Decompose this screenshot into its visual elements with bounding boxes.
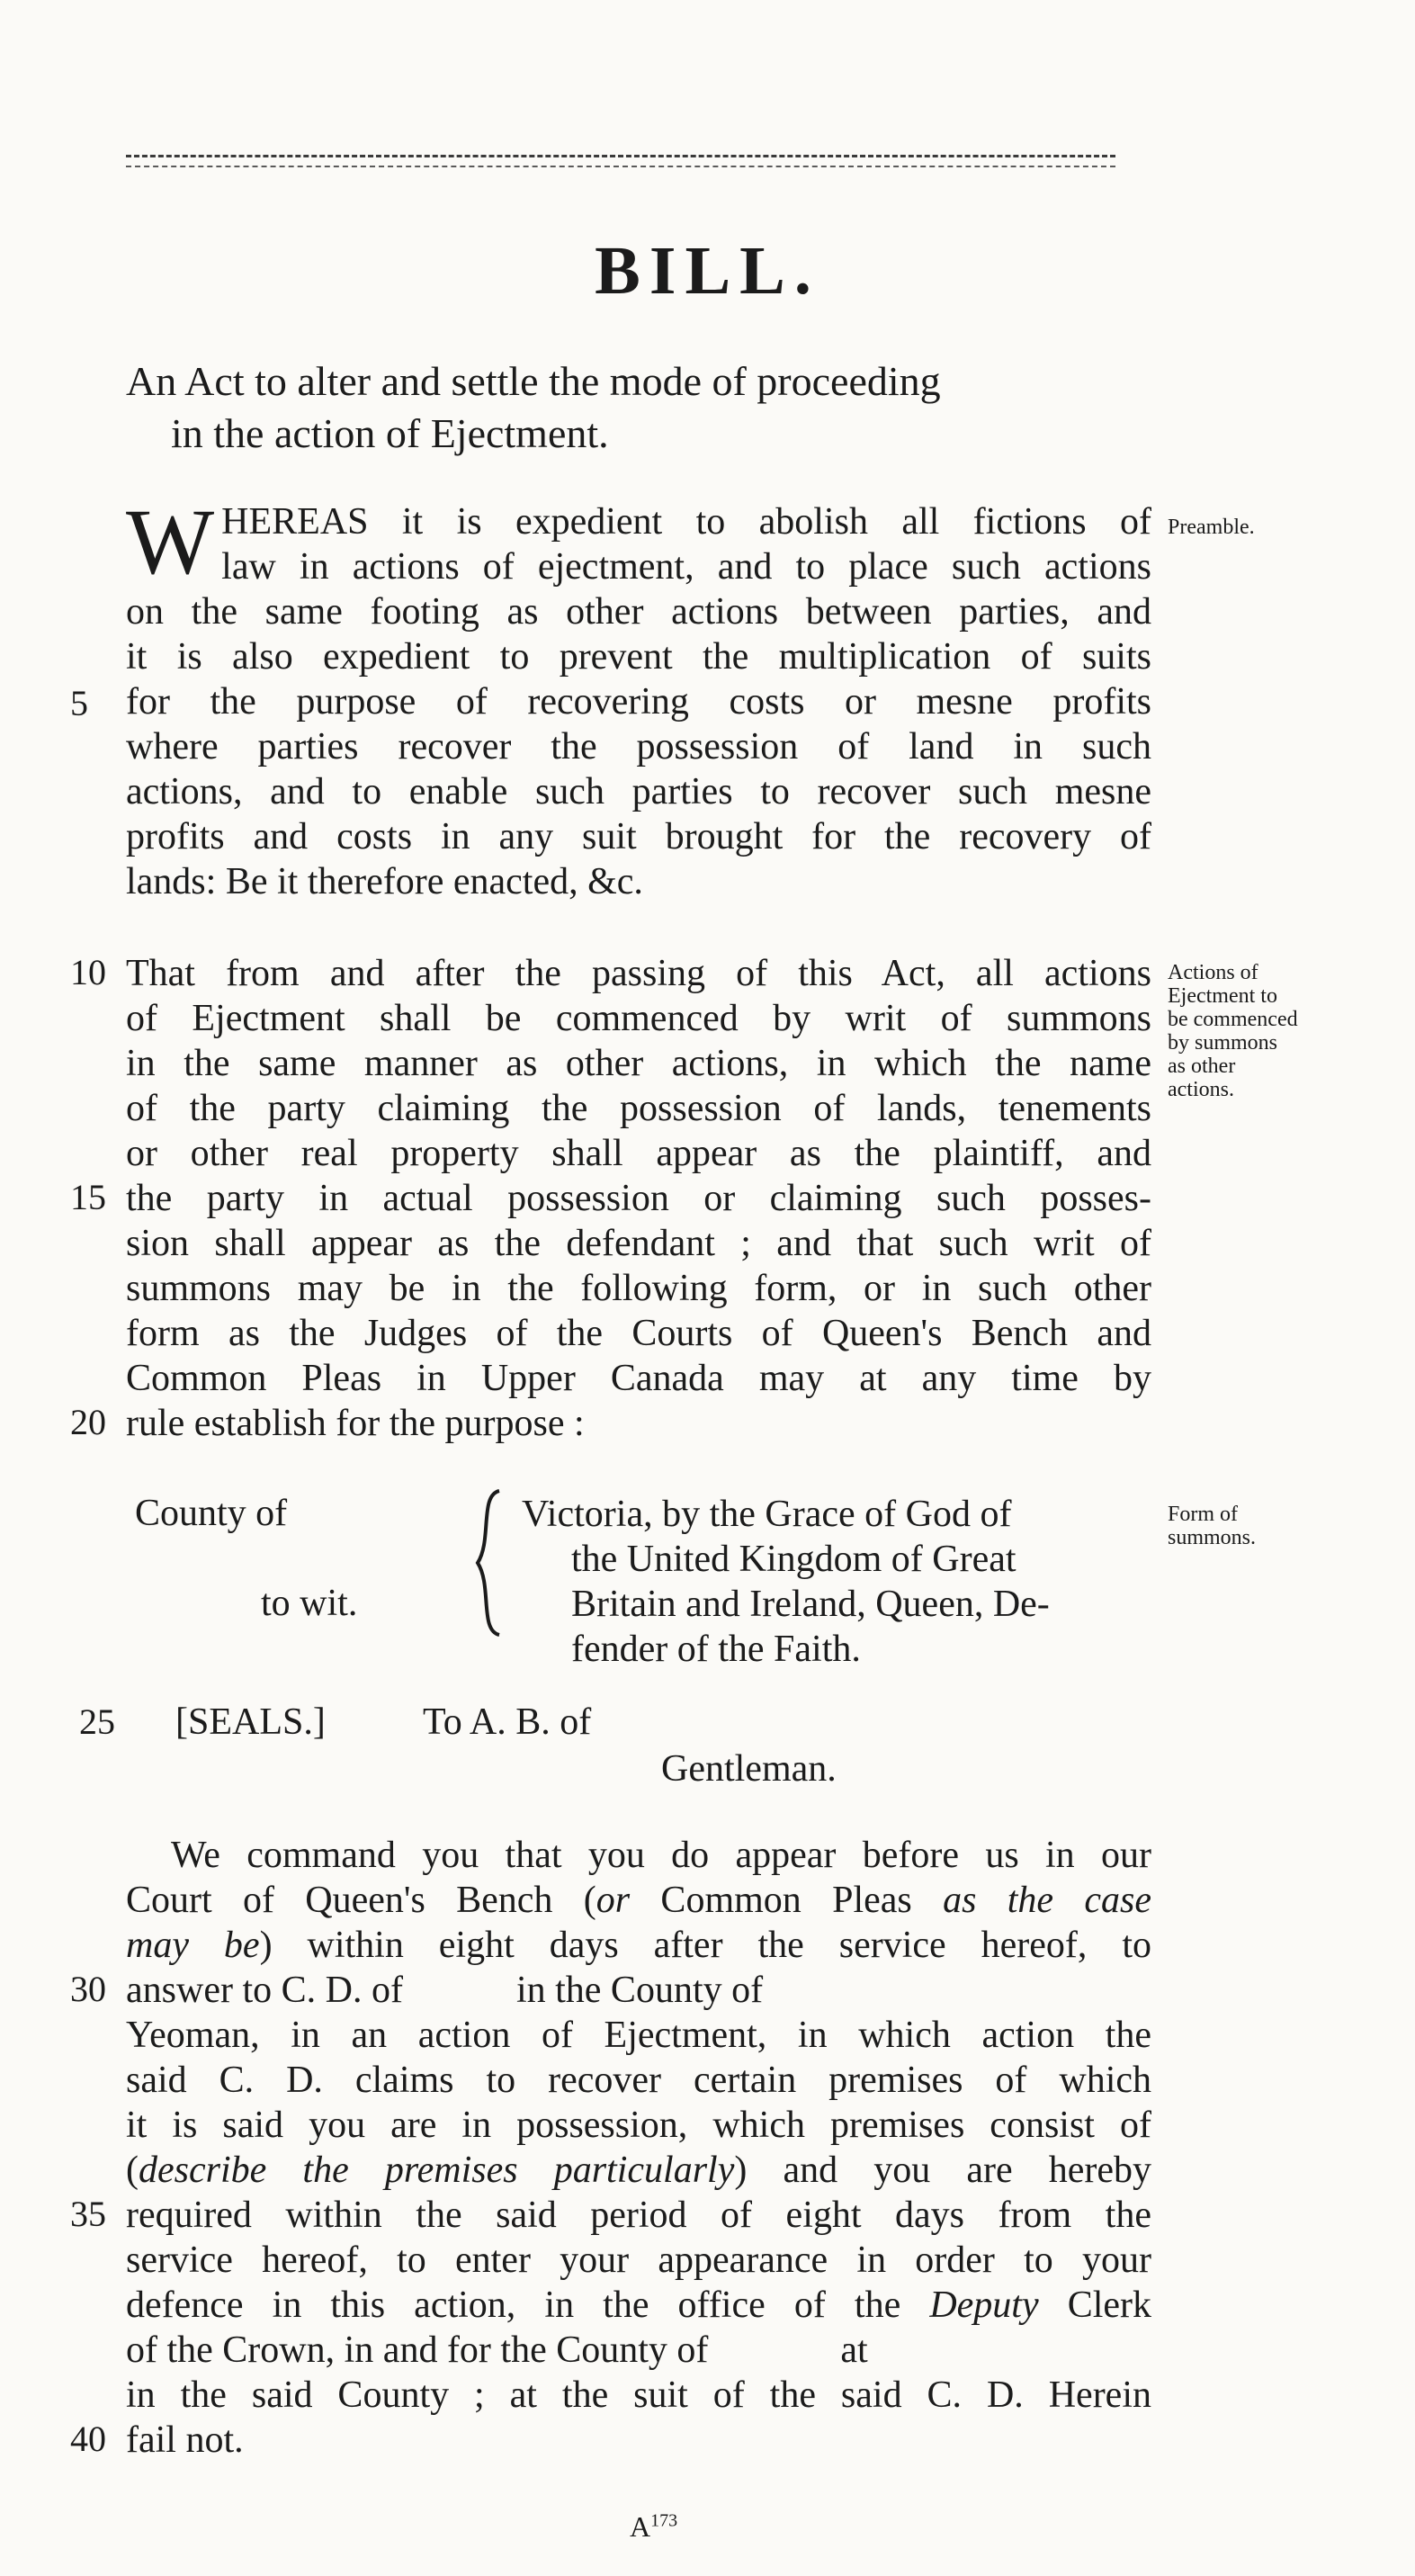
margin-note-line: actions. [1168,1078,1234,1101]
act-title-line-2: in the action of Ejectment. [171,410,609,456]
act-title-line-1: An Act to alter and settle the mode of proceeding [126,358,941,404]
line-number: 5 [70,683,88,723]
section-line: sion shall appear as the defendant ; and that such writ of [126,1223,1151,1264]
command-line [126,2283,1151,2328]
margin-note-line: as other [1168,1055,1236,1078]
to-wit-label: to wit. [261,1583,358,1624]
section-line: form as the Judges of the Courts of Queen's Bench and [126,1313,1151,1354]
margin-note-line: be commenced [1168,1008,1298,1031]
command-line: fail not. [126,2419,244,2461]
text-run: ) and you are hereby [734,2150,1151,2191]
text-run: describe the premises particularly [139,2150,735,2191]
folio-number: 173 [650,2510,678,2531]
command-line: service hereof, to enter your appearance in order to your [126,2239,1151,2281]
signature-mark: A [630,2510,651,2543]
margin-note-line: Ejectment to [1168,984,1277,1008]
text-run: Deputy [929,2284,1039,2326]
margin-note-preamble: Preamble. [1168,516,1255,539]
margin-note-line: Actions of [1168,961,1258,984]
command-line [126,2148,1151,2193]
text-run: as the case [943,1880,1151,1921]
line-number: 25 [79,1701,115,1742]
preamble-line: it is also expedient to prevent the multiplication of suits [126,636,1151,678]
line-number: 10 [70,952,106,992]
command-line: of the Crown, in and for the County of at [126,2329,868,2371]
section-line: Common Pleas in Upper Canada may at any time by [126,1358,1151,1399]
section-1-paragraph [126,951,1151,1446]
command-line: said C. D. claims to recover certain premises of which [126,2060,1151,2101]
section-line: or other real property shall appear as the plaintiff, and [126,1133,1151,1174]
margin-note-line: summons. [1168,1526,1257,1549]
text-run: ) within eight days after the service hereof, to [259,1925,1151,1966]
margin-note-actions [1168,961,1375,1101]
preamble-line: profits and costs in any suit brought for the recovery of [126,816,1151,857]
command-line: required within the said period of eight days from the [126,2195,1151,2236]
preamble-line: actions, and to enable such parties to recover such mesne [126,771,1151,812]
gentleman-label: Gentleman. [661,1748,837,1790]
text-run: defence in this action, in the office of the [126,2284,930,2326]
text-run: or [596,1880,631,1921]
command-paragraph [126,1833,1151,2463]
text-run: Common Pleas [630,1880,944,1921]
act-title [126,355,1160,460]
section-line: summons may be in the following form, or in such other [126,1268,1151,1309]
to-ab-label: To A. B. of [423,1701,592,1743]
top-rule-secondary [126,166,1115,167]
style-line: the United Kingdom of Great [571,1539,1016,1580]
margin-note-form [1168,1503,1375,1549]
preamble-line: HEREAS it is expedient to abolish all fictions of [221,501,1151,543]
command-line: it is said you are in possession, which premises consist of [126,2105,1151,2146]
text-run: Court of Queen's Bench ( [126,1880,596,1921]
brace-icon [472,1486,508,1639]
text-run: Clerk [1038,2284,1152,2326]
preamble-line: where parties recover the possession of land in such [126,726,1151,767]
text-run: ( [126,2150,139,2191]
folio-signature [630,2510,677,2544]
command-line [126,1878,1151,1923]
preamble-line: on the same footing as other actions between parties, and [126,591,1151,633]
preamble-line: law in actions of ejectment, and to place such actions [221,546,1151,588]
command-line: answer to C. D. of in the County of [126,1970,764,2011]
preamble-paragraph [126,490,1151,904]
section-line: rule establish for the purpose : [126,1403,585,1444]
margin-note-line: Form of [1168,1503,1238,1526]
section-line: That from and after the passing of this Act, all actions [126,953,1151,994]
county-label: County of [135,1493,288,1534]
section-line: of the party claiming the possession of lands, tenements [126,1088,1151,1129]
line-number: 15 [70,1177,106,1217]
section-line: in the same manner as other actions, in which the name [126,1043,1151,1084]
preamble-line: lands: Be it therefore enacted, &c. [126,861,643,902]
style-line: Britain and Ireland, Queen, De- [571,1584,1050,1625]
victoria-style [522,1492,1169,1672]
line-number: 20 [70,1402,106,1442]
margin-note-line: by summons [1168,1031,1278,1055]
line-number: 30 [70,1969,106,2009]
preamble-line: for the purpose of recovering costs or mesne profits [126,681,1151,723]
line-number: 40 [70,2419,106,2459]
command-line: Yeoman, in an action of Ejectment, in which action the [126,2015,1151,2056]
section-line: the party in actual possession or claiming such posses- [126,1178,1151,1219]
drop-cap: W [126,490,215,594]
line-number: 35 [70,2194,106,2234]
top-rule [126,155,1115,157]
style-line: fender of the Faith. [571,1629,861,1670]
section-line: of Ejectment shall be commenced by writ of summons [126,998,1151,1039]
style-line: Victoria, by the Grace of God of [522,1494,1012,1535]
writ-heading [135,1492,1169,1672]
command-line [126,1923,1151,1968]
page-title: BILL. [595,233,820,309]
brace-glyph [472,1486,508,1665]
command-line: in the said County ; at the suit of the said C. D. Herein [126,2374,1151,2416]
text-run: may be [126,1925,260,1966]
seals-label: [SEALS.] [175,1701,326,1743]
command-line: We command you that you do appear before us in our [171,1835,1151,1876]
